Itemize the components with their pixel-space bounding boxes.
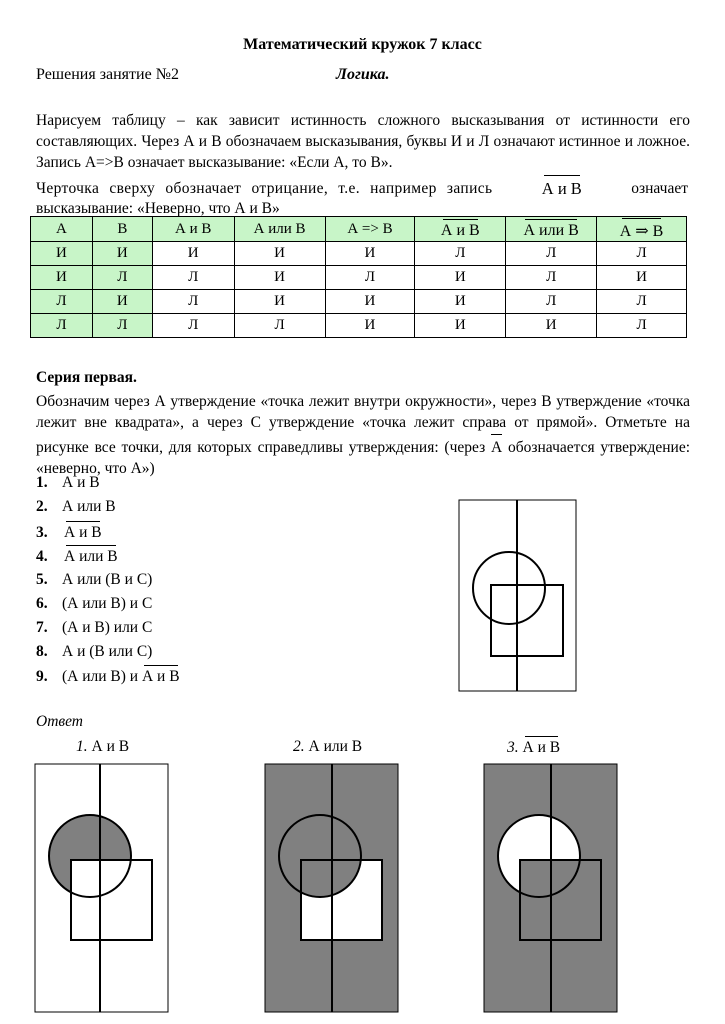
table-cell: И <box>325 290 415 314</box>
table-row <box>31 314 687 338</box>
task-text: А или (В и С) <box>62 571 153 588</box>
table-cell: И <box>234 290 325 314</box>
table-cell: И <box>415 290 506 314</box>
header-cell: А => В <box>325 217 415 242</box>
task-text: А и (В или С) <box>62 643 153 660</box>
caption-number: 2. <box>293 738 305 755</box>
table-cell: И <box>325 242 415 266</box>
task-number: 7. <box>36 619 48 636</box>
table-cell: И <box>506 314 597 338</box>
negated-header: А и В <box>441 218 480 240</box>
table-row <box>31 242 687 266</box>
task-text: (А или В) и С <box>62 595 153 612</box>
task-number: 6. <box>36 595 48 612</box>
negation-text-start: Черточка сверху обозначает отрицание, т.е. например запись <box>36 180 493 197</box>
truth-table <box>30 216 687 338</box>
table-cell: Л <box>597 242 687 266</box>
task-text: А и В <box>62 474 100 491</box>
header-cell: А и В <box>152 217 234 242</box>
table-cell: И <box>325 314 415 338</box>
task-number: 4. <box>36 548 48 565</box>
table-cell: И <box>415 314 506 338</box>
intro-text-1: Нарисуем таблицу – как зависит истинность сложного высказывания от истинности его составляющих. Через А и В обозначаем высказывания, буквы И и Л означают истинное и ложное. Запись А=>В означает высказывание: «Если А, то В». <box>36 112 690 171</box>
series-text-b-end: обозначается утверждение: «неверно, что А») <box>36 439 691 477</box>
negation-text-2: высказывание: «Неверно, что А и В» <box>36 200 280 217</box>
list-item <box>36 520 102 542</box>
table-cell: И <box>152 242 234 266</box>
table-cell: И <box>415 266 506 290</box>
table-cell: Л <box>597 290 687 314</box>
answer-diagram-1 <box>34 763 170 1013</box>
table-cell: Л <box>415 242 506 266</box>
table-cell: И <box>234 266 325 290</box>
caption-number: 1. <box>76 738 88 755</box>
task-number: 9. <box>36 668 48 685</box>
table-cell: Л <box>506 290 597 314</box>
answer-caption-2 <box>293 738 362 756</box>
header-cell <box>415 217 506 242</box>
table-row <box>31 290 687 314</box>
table-cell: Л <box>152 266 234 290</box>
caption-text: А или В <box>308 738 363 755</box>
caption-number: 3. <box>507 739 519 756</box>
table-cell: И <box>597 266 687 290</box>
series-text-a: Обозначим через А утверждение «точка лежит внутри окружности», через В утверждение «точка лежит вне квадрата», а через С утверждение «точка лежит справа от прямой». Отметьте на рисунке все точки, для которых справедливы утверждения: <box>36 393 690 456</box>
list-item <box>36 664 180 686</box>
negated-header: А или В <box>523 218 578 240</box>
table-cell: Л <box>92 314 152 338</box>
table-cell: Л <box>597 314 687 338</box>
problem-diagram <box>456 497 580 695</box>
negation-symbol: А <box>491 433 502 458</box>
header-cell: А или В <box>234 217 325 242</box>
caption-text: А и В <box>523 735 561 757</box>
table-cell: Л <box>152 314 234 338</box>
negation-example: А и В <box>542 174 582 199</box>
task-number: 8. <box>36 643 48 660</box>
list-item <box>36 498 116 516</box>
answer-diagram-2 <box>264 763 400 1013</box>
header-cell: А <box>31 217 93 242</box>
table-row <box>31 266 687 290</box>
negation-paragraph <box>36 174 696 219</box>
answer-diagram-3 <box>483 763 619 1013</box>
table-cell: Л <box>92 266 152 290</box>
negated-header: А ⇒ В <box>620 217 664 241</box>
intro-paragraph <box>36 110 690 173</box>
answer-caption-1 <box>76 738 129 756</box>
table-cell: Л <box>506 266 597 290</box>
list-item <box>36 643 152 661</box>
answer-label: Ответ <box>36 713 83 730</box>
list-item <box>36 571 152 589</box>
topic-label: Логика. <box>336 66 390 83</box>
table-cell: Л <box>31 290 93 314</box>
page-title: Математический кружок 7 класс <box>243 36 482 53</box>
task-text: А и В <box>64 520 102 542</box>
table-header-row <box>31 217 687 242</box>
header-cell: В <box>92 217 152 242</box>
table-cell: И <box>31 266 93 290</box>
table-cell: И <box>92 242 152 266</box>
task-text: (А или В) и <box>62 668 139 685</box>
task-text: А или В <box>62 498 116 515</box>
task-text-negated: А и В <box>142 664 180 686</box>
caption-text: А и В <box>91 738 130 755</box>
header-cell <box>597 217 687 242</box>
table-cell: И <box>234 242 325 266</box>
table-cell: Л <box>325 266 415 290</box>
series-text-b-start: (через <box>444 439 486 456</box>
list-item <box>36 474 100 492</box>
series-description <box>36 391 690 479</box>
list-item <box>36 619 152 637</box>
task-number: 2. <box>36 498 48 515</box>
series-title: Серия первая. <box>36 369 137 386</box>
task-text: А или В <box>64 544 118 566</box>
answer-caption-3 <box>507 735 560 757</box>
task-number: 5. <box>36 571 48 588</box>
negation-text-end: означает <box>631 180 688 197</box>
task-number: 3. <box>36 524 48 541</box>
task-text: (А и В) или С <box>62 619 153 636</box>
header-cell <box>506 217 597 242</box>
table-cell: Л <box>31 314 93 338</box>
table-cell: И <box>31 242 93 266</box>
lesson-label: Решения занятие №2 <box>36 66 179 83</box>
list-item <box>36 595 152 613</box>
task-number: 1. <box>36 474 48 491</box>
table-cell: Л <box>506 242 597 266</box>
table-cell: Л <box>234 314 325 338</box>
table-cell: Л <box>152 290 234 314</box>
table-cell: И <box>92 290 152 314</box>
list-item <box>36 544 118 566</box>
